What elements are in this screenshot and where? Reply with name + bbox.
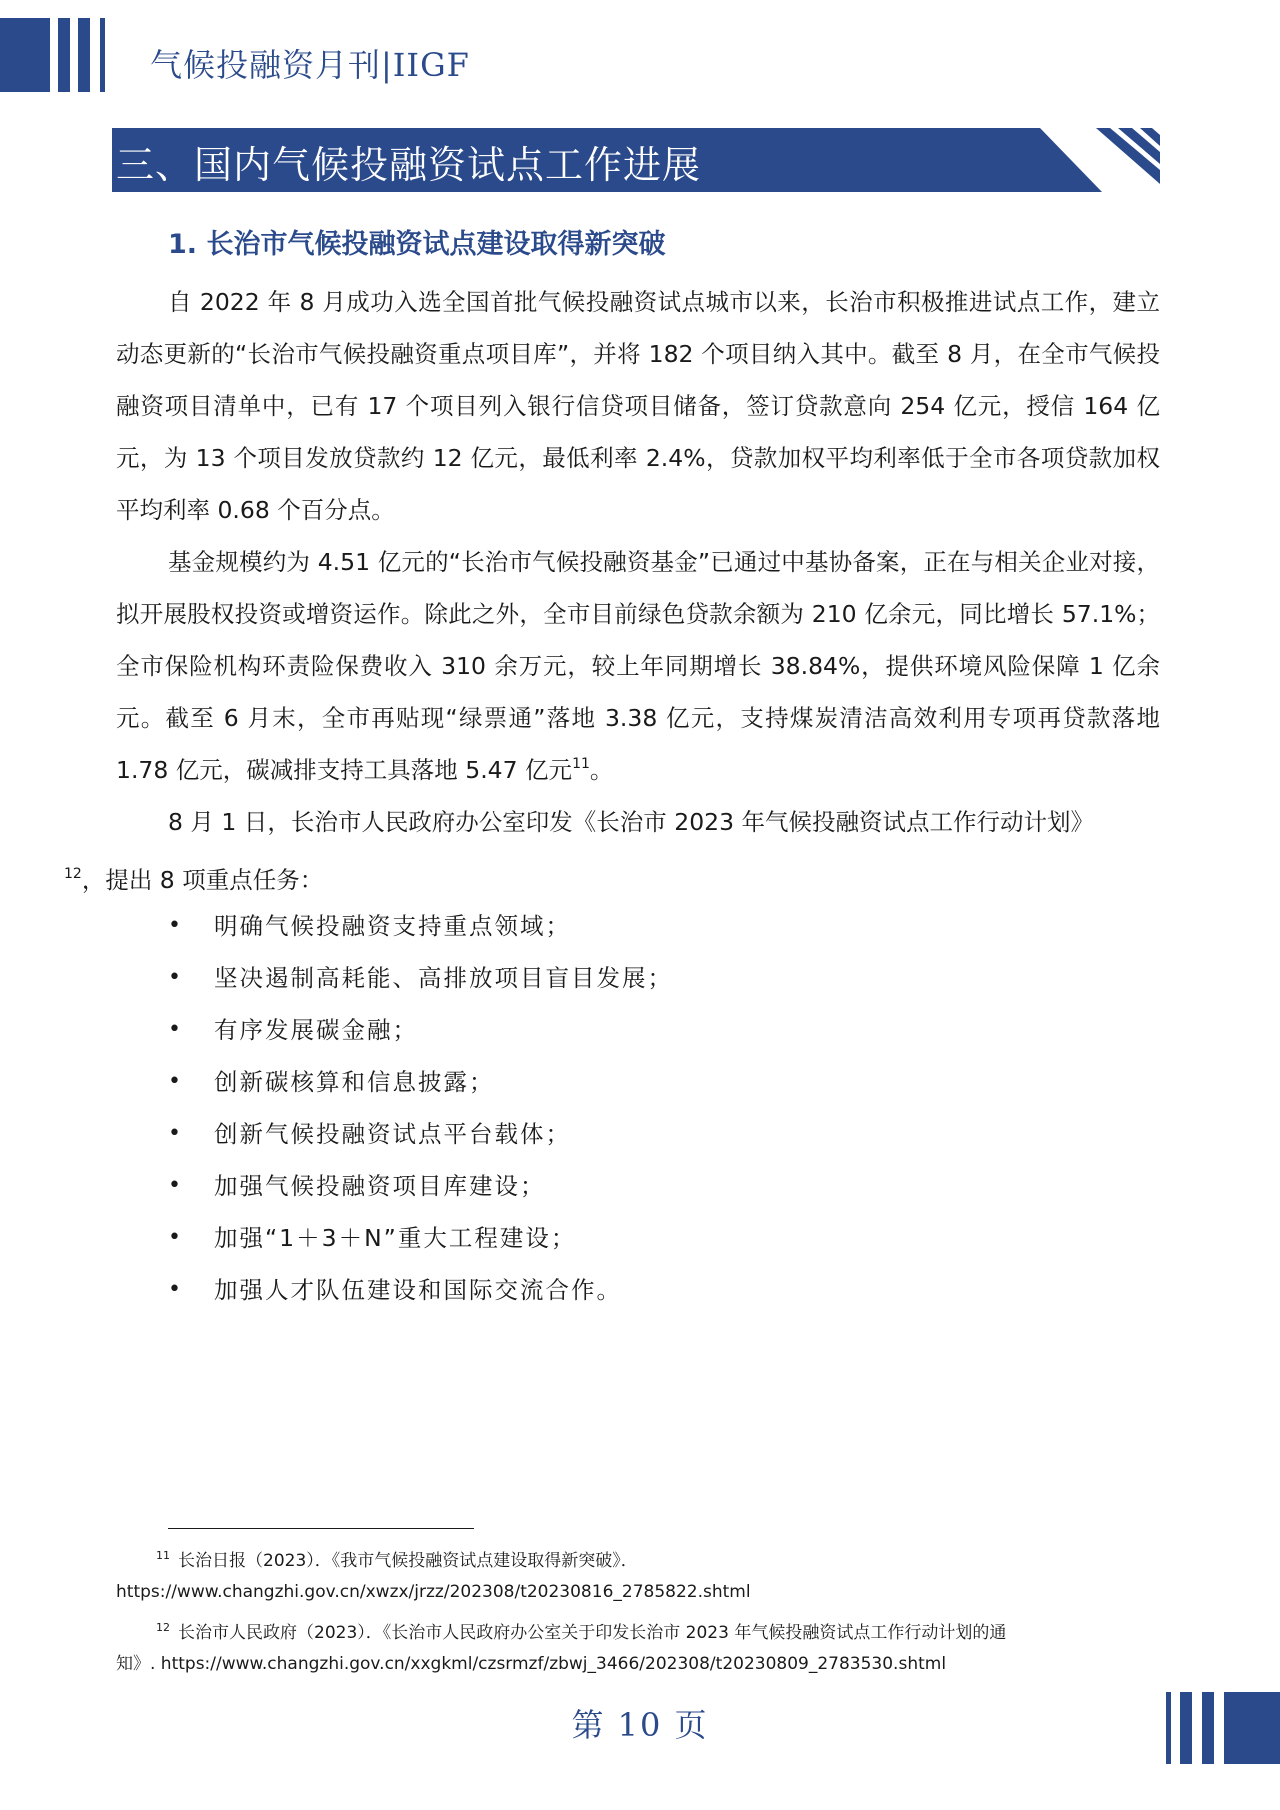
list-item-text: 有序发展碳金融； [214, 1016, 418, 1044]
list-item-text: 加强“1＋3＋N”重大工程建设； [214, 1224, 577, 1252]
bullet-icon: • [168, 1017, 183, 1042]
list-item [116, 1264, 1116, 1316]
header-decor-bars [0, 18, 120, 92]
task-list [116, 900, 1116, 1316]
list-item-text: 加强气候投融资项目库建设； [214, 1172, 546, 1200]
footnote-12 [156, 1610, 1200, 1651]
section-banner [112, 128, 1160, 192]
list-item-text: 加强人才队伍建设和国际交流合作。 [214, 1276, 622, 1304]
section-title: 三、国内气候投融资试点工作进展 [116, 143, 702, 187]
footnote-divider [168, 1528, 474, 1529]
paragraph-3-line2: ，提出 8 项重点任务： [81, 866, 324, 894]
footnote-ref-12[interactable]: 12 [64, 866, 82, 882]
list-item [116, 952, 1116, 1004]
list-item [116, 1160, 1116, 1212]
list-item-text: 创新气候投融资试点平台载体； [214, 1120, 571, 1148]
footer-decor-bars [1166, 1692, 1280, 1764]
paragraph-2 [116, 536, 1160, 796]
list-item [116, 900, 1116, 952]
footnote-ref-11[interactable]: 11 [572, 756, 590, 772]
list-item-text: 坚决遏制高耗能、高排放项目盲目发展； [214, 964, 673, 992]
footnote-number: 11 [156, 1549, 170, 1562]
footnote-text: 长治市人民政府（2023）．《长治市人民政府办公室关于印发长治市 2023 年气候投融资试点工作行动计划的通 [178, 1623, 1007, 1643]
page-number: 第 10 页 [571, 1706, 709, 1744]
paragraph-1: 自 2022 年 8 月成功入选全国首批气候投融资试点城市以来，长治市积极推进试点工作，建立动态更新的“长治市气候投融资重点项目库”，并将 182 个项目纳入其中。截至 8 月，在全市气候投融资项目清单中，已有 17 个项目列入银行信贷项目储备，签订贷款意向 254 亿元，授信 164 亿元，为 13 个项目发放贷款约 12 亿元，最低利率 2.4%，贷款加权平均利率低于全市各项贷款加权平均利率 0.68 个百分点。 [116, 288, 1160, 524]
paragraph-2-text: 基金规模约为 4.51 亿元的“长治市气候投融资基金”已通过中基协备案，正在与相关企业对接，拟开展股权投资或增资运作。除此之外，全市目前绿色贷款余额为 210 亿余元，同比增长 57.1%；全市保险机构环责险保费收入 310 余万元，较上年同期增长 38.84%，提供环境风险保障 1 亿余元。截至 6 月末，全市再贴现“绿票通”落地 3.38 亿元，支持煤炭清洁高效利用专项再贷款落地 1.78 亿元，碳减排支持工具落地 5.47 亿元 [116, 548, 1160, 784]
bullet-icon: • [168, 913, 183, 938]
footnote-number: 12 [156, 1621, 170, 1634]
footnote-11 [156, 1538, 1200, 1579]
list-item-text: 明确气候投融资支持重点领域； [214, 912, 571, 940]
bullet-icon: • [168, 1225, 183, 1250]
footnote-12-url[interactable]: 知》. https://www.changzhi.gov.cn/xxgkml/czsrmzf/zbwj_3466/202308/t20230809_2783530.shtml [116, 1654, 947, 1674]
journal-title: 气候投融资月刊|IIGF [150, 46, 470, 84]
bullet-icon: • [168, 1277, 183, 1302]
footnote-text: 长治日报（2023）．《我市气候投融资试点建设取得新突破》． [178, 1551, 638, 1571]
list-item [116, 1004, 1116, 1056]
list-item [116, 1108, 1116, 1160]
banner-stripes-icon [1040, 128, 1160, 192]
paragraph-3-line1: 8 月 1 日，长治市人民政府办公室印发《长治市 2023 年气候投融资试点工作行动计划》 [168, 808, 1095, 836]
list-item [116, 1212, 1116, 1264]
list-item [116, 1056, 1116, 1108]
subsection-heading: 1. 长治市气候投融资试点建设取得新突破 [168, 229, 666, 260]
bullet-icon: • [168, 1121, 183, 1146]
bullet-icon: • [168, 1173, 183, 1198]
footnote-11-url[interactable]: https://www.changzhi.gov.cn/xwzx/jrzz/202308/t20230816_2785822.shtml [116, 1582, 751, 1602]
paragraph-2-end: 。 [589, 756, 614, 784]
paragraph-3 [64, 796, 1160, 906]
bullet-icon: • [168, 965, 183, 990]
list-item-text: 创新碳核算和信息披露； [214, 1068, 495, 1096]
bullet-icon: • [168, 1069, 183, 1094]
